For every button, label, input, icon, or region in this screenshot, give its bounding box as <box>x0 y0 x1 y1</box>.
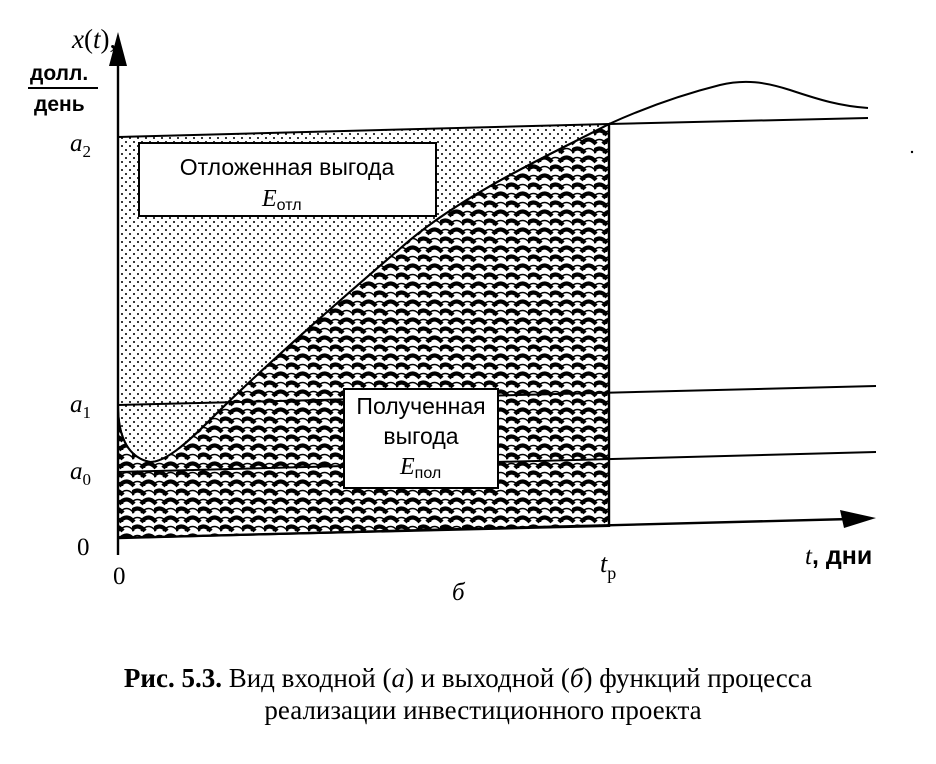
y-unit-bottom: день <box>34 93 85 116</box>
deferred-benefit-label: Отложенная выгода <box>179 154 395 180</box>
x-axis-label: t, дни <box>805 542 873 570</box>
input-function-curve <box>609 82 868 124</box>
x-tick-zero: 0 <box>113 563 126 590</box>
y-unit-top: долл. <box>30 62 89 85</box>
x-tick-tp: $t_р$ <box>600 549 617 583</box>
x-axis-arrow <box>840 510 876 528</box>
figure-caption <box>0 662 936 726</box>
y-tick-a0: $a_0$ <box>70 458 91 489</box>
received-benefit-symbol: Eпол <box>400 454 442 482</box>
caption-prefix: Рис. 5.3. <box>123 663 222 693</box>
y-axis-label: x(t), <box>72 24 117 54</box>
y-tick-a1: $a_1$ <box>70 391 91 422</box>
caption-line1: Рис. 5.3. Вид входной (а) и выходной (б) функций процесса <box>123 663 813 693</box>
received-benefit-label-line2: выгода <box>383 423 459 449</box>
deferred-benefit-symbol: Eотл <box>262 186 302 214</box>
received-benefit-label-line1: Полученная <box>356 393 486 419</box>
a2-level-line-extension <box>609 118 868 124</box>
y-label-var: x <box>72 24 84 54</box>
scan-speck <box>911 151 913 153</box>
y-tick-zero: 0 <box>77 534 90 561</box>
caption-line2: реализации инвестиционного проекта <box>264 695 702 725</box>
panel-letter: б <box>452 579 465 606</box>
y-tick-a2: $a_2$ <box>70 130 91 161</box>
